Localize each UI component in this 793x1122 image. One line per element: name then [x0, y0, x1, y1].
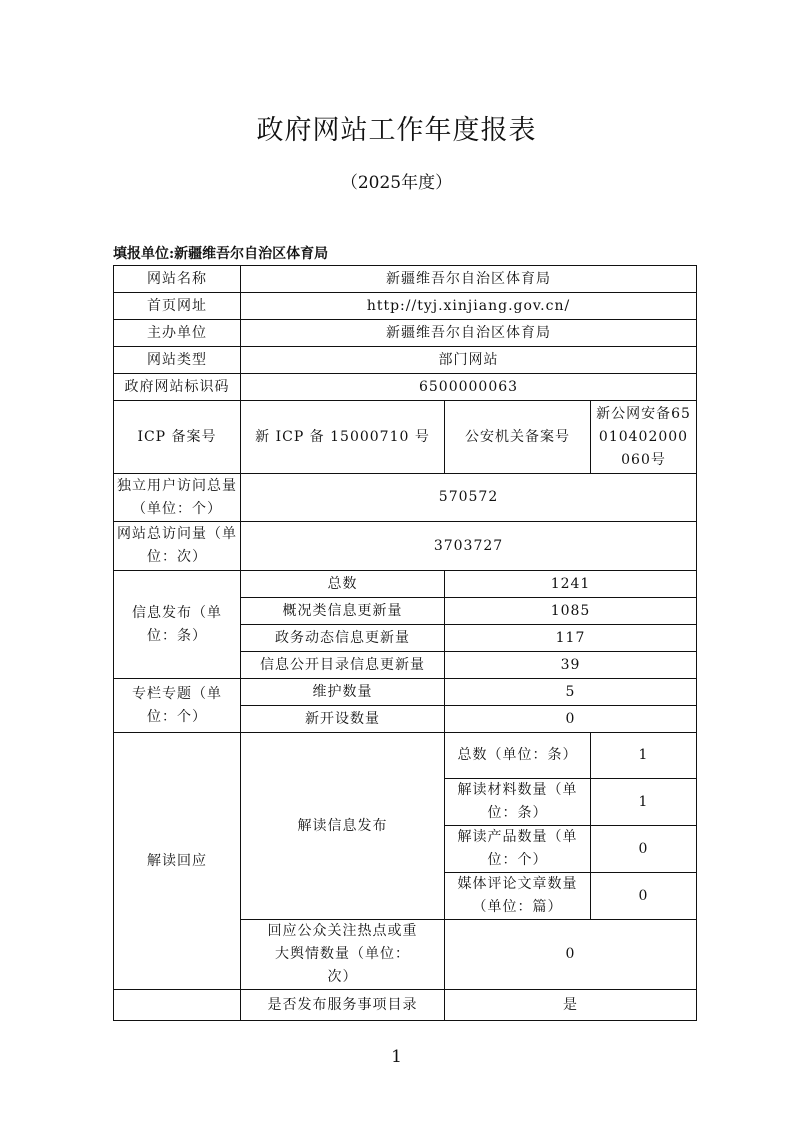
homepage-url: http://tyj.xinjiang.gov.cn/	[241, 293, 697, 320]
row-label: 网站类型	[114, 347, 241, 374]
table-row	[114, 293, 697, 320]
table-row	[114, 679, 697, 706]
row-value: 部门网站	[241, 347, 697, 374]
row-value: 570572	[241, 474, 697, 522]
row-label: 网站名称	[114, 266, 241, 293]
item-label: 维护数量	[241, 679, 445, 706]
row-value: 新疆维吾尔自治区体育局	[241, 320, 697, 347]
item-label: 政务动态信息更新量	[241, 625, 445, 652]
table-row	[114, 347, 697, 374]
item-label: 总数（单位：条）	[445, 733, 591, 779]
row-label: 首页网址	[114, 293, 241, 320]
row-value: 6500000063	[241, 374, 697, 401]
police-label: 公安机关备案号	[445, 401, 591, 474]
item-label: 概况类信息更新量	[241, 598, 445, 625]
item-value: 0	[445, 920, 697, 990]
item-value: 39	[445, 652, 697, 679]
item-value: 117	[445, 625, 697, 652]
item-value: 5	[445, 679, 697, 706]
item-label: 回应公众关注热点或重大舆情数量（单位：次）	[241, 920, 445, 990]
item-value: 1	[591, 733, 697, 779]
item-label: 解读材料数量（单位：条）	[445, 779, 591, 826]
row-label: 独立用户访问总量（单位：个）	[114, 474, 241, 522]
table-row	[114, 320, 697, 347]
item-value: 是	[445, 990, 697, 1021]
report-table	[113, 265, 697, 1021]
table-row	[114, 733, 697, 779]
item-label: 新开设数量	[241, 706, 445, 733]
table-row	[114, 401, 697, 474]
report-year: （2025年度）	[340, 173, 453, 193]
item-label: 是否发布服务事项目录	[241, 990, 445, 1021]
item-value: 1241	[445, 571, 697, 598]
group-label: 信息发布（单位：条）	[114, 571, 241, 679]
empty-cell	[114, 990, 241, 1021]
item-label: 信息公开目录信息更新量	[241, 652, 445, 679]
icp-value: 新 ICP 备 15000710 号	[241, 401, 445, 474]
row-value: 新疆维吾尔自治区体育局	[241, 266, 697, 293]
table-row	[114, 571, 697, 598]
row-label: 网站总访问量（单位：次）	[114, 522, 241, 571]
table-row	[114, 266, 697, 293]
row-label: 主办单位	[114, 320, 241, 347]
item-label: 总数	[241, 571, 445, 598]
item-value: 0	[591, 826, 697, 873]
group-label: 解读回应	[114, 733, 241, 990]
page-number: 1	[391, 1047, 402, 1067]
item-value: 0	[445, 706, 697, 733]
table-row	[114, 474, 697, 522]
item-label: 解读产品数量（单位：个）	[445, 826, 591, 873]
item-value: 0	[591, 873, 697, 920]
item-value: 1085	[445, 598, 697, 625]
reporting-unit: 填报单位:新疆维吾尔自治区体育局	[113, 246, 329, 262]
row-value: 3703727	[241, 522, 697, 571]
sub-group-label: 解读信息发布	[241, 733, 445, 920]
table-row	[114, 990, 697, 1021]
table-row	[114, 374, 697, 401]
police-value: 新公网安备65010402000060号	[591, 401, 697, 474]
group-label: 专栏专题（单位：个）	[114, 679, 241, 733]
page-title: 政府网站工作年度报表	[256, 115, 537, 146]
row-label: 政府网站标识码	[114, 374, 241, 401]
row-label: ICP 备案号	[114, 401, 241, 474]
item-label: 媒体评论文章数量（单位：篇）	[445, 873, 591, 920]
table-row	[114, 522, 697, 571]
item-value: 1	[591, 779, 697, 826]
